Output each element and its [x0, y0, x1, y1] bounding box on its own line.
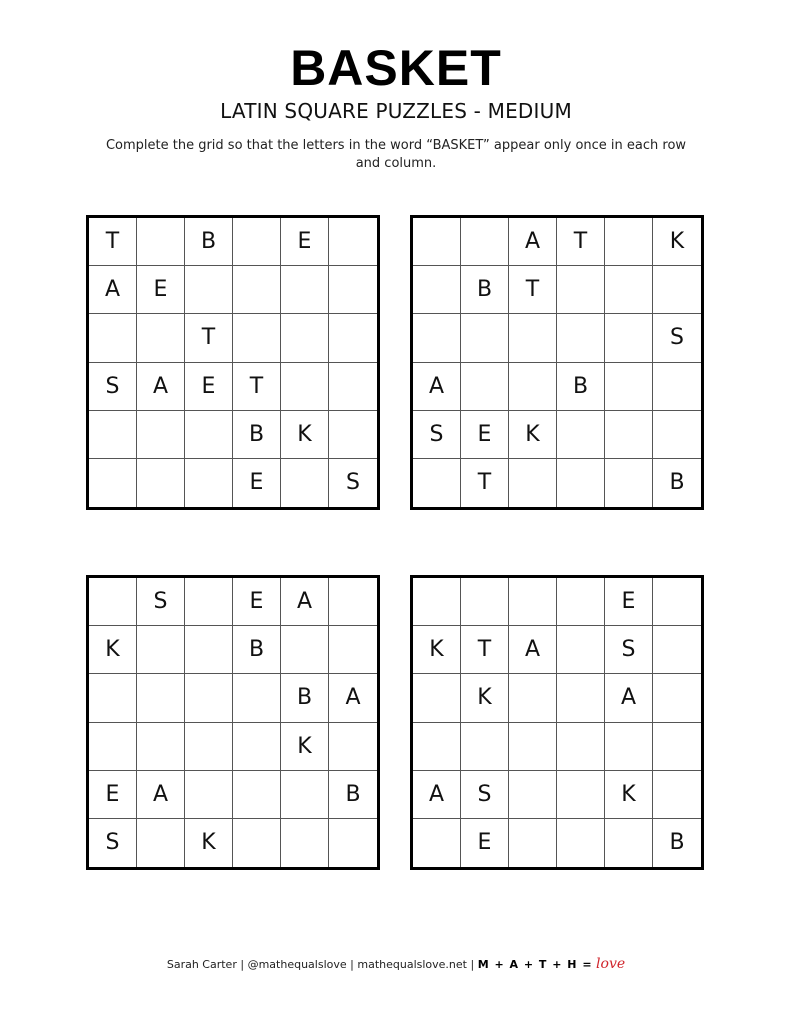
- grid-cell: A: [137, 363, 185, 411]
- grid-cell: B: [669, 830, 685, 856]
- grid-cell: T: [461, 459, 509, 507]
- grid-cell: [557, 459, 605, 507]
- grid-cell: [605, 363, 653, 411]
- grid-cell: K: [281, 723, 329, 771]
- grid-cell: [653, 266, 701, 314]
- grid-cell: [137, 218, 185, 266]
- grid-cell: [653, 363, 701, 411]
- grid-cell: [329, 411, 377, 459]
- grid-cell: [281, 363, 329, 411]
- grid-cell: T: [509, 266, 557, 314]
- grid-cell: K: [605, 771, 653, 819]
- grid-cell: [413, 674, 461, 722]
- grid-cell: [653, 411, 701, 459]
- grid-cell: [557, 723, 605, 771]
- grid-cell: [281, 314, 329, 362]
- grid-cell: [413, 218, 461, 266]
- puzzle-grid-3: [86, 575, 380, 870]
- grid-cell: E: [89, 771, 137, 819]
- grid-cell: [557, 626, 605, 674]
- grid-cell: [329, 314, 377, 362]
- grid-cell: A: [281, 578, 329, 626]
- grid-cell: E: [233, 459, 281, 507]
- grid-cell: [605, 266, 653, 314]
- grid-cell: K: [281, 411, 329, 459]
- grid-cell: B: [233, 411, 281, 459]
- grid-cell: A: [509, 626, 557, 674]
- grid-cell: T: [233, 363, 281, 411]
- grid-cell: E: [281, 218, 329, 266]
- grid-cell: [185, 674, 233, 722]
- grid-cell: K: [185, 819, 233, 867]
- grid-cell: [233, 771, 281, 819]
- grid-cell: [509, 314, 557, 362]
- page-subtitle: LATIN SQUARE PUZZLES - MEDIUM: [220, 99, 572, 123]
- grid-cell: [329, 218, 377, 266]
- grid-cell: [89, 674, 137, 722]
- grid-cell: [461, 363, 509, 411]
- grid-cell: [185, 771, 233, 819]
- grid-cell: [329, 819, 377, 867]
- grid-cell: S: [461, 771, 509, 819]
- grid-cell: [185, 411, 233, 459]
- page-title: BASKET: [290, 40, 502, 96]
- grid-cell: B: [329, 771, 377, 819]
- grid-cell: S: [137, 578, 185, 626]
- grid-cell: S: [346, 470, 360, 496]
- puzzle-grid-1: [86, 215, 380, 510]
- grid-cell: [329, 578, 377, 626]
- grid-cell: [605, 411, 653, 459]
- grid-cell: [185, 266, 233, 314]
- grid-cell: [281, 626, 329, 674]
- grid-cell: B: [557, 363, 605, 411]
- grid-cell: E: [137, 266, 185, 314]
- grid-cell: B: [461, 266, 509, 314]
- grid-cell: T: [557, 218, 605, 266]
- grid-cell: [281, 819, 329, 867]
- grid-cell: [233, 218, 281, 266]
- grid-cell: [605, 819, 653, 867]
- grid-cell: [557, 674, 605, 722]
- grid-cell: [413, 819, 461, 867]
- grid-cell: K: [461, 674, 509, 722]
- footer-love-script: love: [596, 956, 626, 972]
- grid-cell: [89, 411, 137, 459]
- grid-cell: [653, 578, 701, 626]
- footer-author: Sarah Carter: [166, 958, 237, 971]
- footer-separator: |: [240, 958, 245, 971]
- grid-cell: T: [185, 314, 233, 362]
- grid-cell: [509, 459, 557, 507]
- grid-cell: K: [653, 218, 701, 266]
- grid-cell: [89, 314, 137, 362]
- grid-cell: [509, 363, 557, 411]
- grid-cell: B: [233, 626, 281, 674]
- grid-cell: [89, 459, 137, 507]
- grid-cell: A: [509, 218, 557, 266]
- grid-cell: [413, 459, 461, 507]
- grid-cell: K: [413, 626, 461, 674]
- grid-cell: [605, 723, 653, 771]
- instructions: Complete the grid so that the letters in the word “BASKET” appear only once in each row and column.: [105, 138, 687, 171]
- grid-cell: E: [233, 578, 281, 626]
- grid-cell: [653, 674, 701, 722]
- grid-cell: A: [413, 771, 461, 819]
- puzzle-grid-2: [410, 215, 704, 510]
- grid-cell: B: [185, 218, 233, 266]
- grid-cell: [461, 314, 509, 362]
- grid-cell: [329, 723, 377, 771]
- footer-separator: |: [470, 958, 475, 971]
- grid-cell: [461, 723, 509, 771]
- grid-cell: [329, 266, 377, 314]
- grid-cell: [509, 578, 557, 626]
- grid-cell: [653, 771, 701, 819]
- grid-cell: B: [669, 470, 685, 496]
- grid-cell: [233, 314, 281, 362]
- grid-cell: [233, 819, 281, 867]
- grid-cell: S: [89, 363, 137, 411]
- grid-cell: [233, 266, 281, 314]
- grid-cell: [281, 771, 329, 819]
- grid-cell: K: [89, 626, 137, 674]
- grid-cell: A: [413, 363, 461, 411]
- grid-cell: [185, 459, 233, 507]
- grid-cell: E: [185, 363, 233, 411]
- grid-cell: A: [605, 674, 653, 722]
- grid-cell: [557, 411, 605, 459]
- footer: [0, 956, 792, 972]
- grid-cell: A: [329, 674, 377, 722]
- grid-cell: S: [89, 819, 137, 867]
- grid-cell: [413, 723, 461, 771]
- grid-cell: T: [89, 218, 137, 266]
- grid-cell: A: [137, 771, 185, 819]
- grid-cell: [137, 723, 185, 771]
- grid-cell: [137, 674, 185, 722]
- grid-cell: [557, 819, 605, 867]
- grid-cell: S: [605, 626, 653, 674]
- grid-cell: [509, 771, 557, 819]
- grid-cell: S: [413, 411, 461, 459]
- grid-cell: [605, 459, 653, 507]
- grid-cell: [461, 218, 509, 266]
- grid-cell: [413, 578, 461, 626]
- grid-cell: [653, 626, 701, 674]
- grid-cell: B: [281, 674, 329, 722]
- grid-cell: [89, 578, 137, 626]
- footer-website: mathequalslove.net: [357, 958, 467, 971]
- grid-cell: [137, 459, 185, 507]
- grid-cell: [185, 626, 233, 674]
- puzzle-grid-4: [410, 575, 704, 870]
- grid-cell: [329, 363, 377, 411]
- grid-cell: [137, 411, 185, 459]
- grid-cell: [89, 723, 137, 771]
- grid-cell: E: [461, 819, 509, 867]
- grid-cell: E: [605, 578, 653, 626]
- grid-cell: [605, 218, 653, 266]
- grid-cell: K: [509, 411, 557, 459]
- grid-cell: [185, 723, 233, 771]
- grid-cell: [557, 771, 605, 819]
- grid-cell: [233, 723, 281, 771]
- footer-brand-logo: M + A + T + H =: [477, 958, 593, 971]
- grid-cell: [185, 578, 233, 626]
- grid-cell: [137, 819, 185, 867]
- grid-cell: [509, 819, 557, 867]
- grid-cell: [281, 266, 329, 314]
- grid-cell: [557, 314, 605, 362]
- grid-cell: A: [89, 266, 137, 314]
- grid-cell: E: [461, 411, 509, 459]
- grid-cell: [509, 674, 557, 722]
- grid-cell: [509, 723, 557, 771]
- footer-handle: @mathequalslove: [247, 958, 347, 971]
- grid-cell: [605, 314, 653, 362]
- grid-cell: [137, 626, 185, 674]
- grid-cell: [461, 578, 509, 626]
- grid-cell: [281, 459, 329, 507]
- grid-cell: [653, 723, 701, 771]
- grid-cell: S: [653, 314, 701, 362]
- grid-cell: [557, 266, 605, 314]
- grid-cell: [329, 626, 377, 674]
- grid-cell: [413, 314, 461, 362]
- grid-cell: [557, 578, 605, 626]
- footer-separator: |: [350, 958, 354, 971]
- grid-cell: [413, 266, 461, 314]
- grid-cell: [137, 314, 185, 362]
- grid-cell: [233, 674, 281, 722]
- grid-cell: T: [461, 626, 509, 674]
